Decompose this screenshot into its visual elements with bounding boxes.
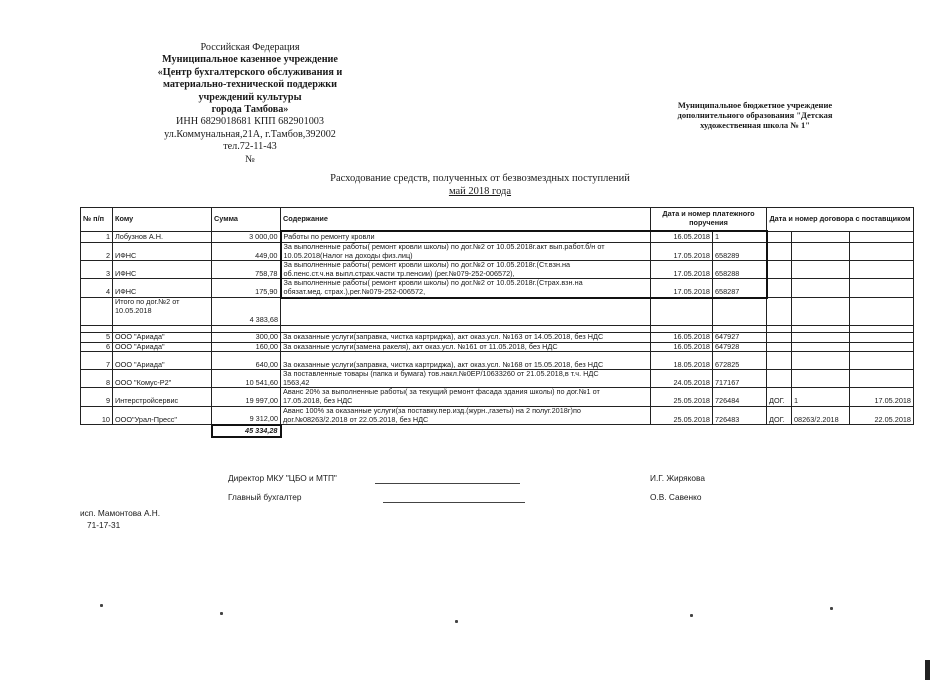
content-line-b: 10.05.2018(Налог на доходы физ.лиц) [283,250,413,260]
col-header-to: Кому [113,208,212,232]
col-header-content: Содержание [281,208,651,232]
cell-pay-date: 16.05.2018 [651,333,713,343]
table-row [81,370,914,388]
cell-pay-date: 17.05.2018 [651,243,713,261]
cell-contract-date [850,261,914,279]
cell-content [281,370,651,388]
cell-contract-date [850,333,914,343]
cell-contract-no [792,279,850,298]
cell-contract-type [767,342,792,352]
cell-sum: 449,00 [212,243,281,261]
table-row [81,279,914,298]
cell-num: 4 [81,279,113,298]
cell-pay-no: 658288 [713,261,767,279]
cell-content: За оказанные услуги(заправка, чистка картриджа), акт оказ.усл. №163 от 14.05.2018, без НДС [281,333,651,343]
cell-contract-date [850,279,914,298]
grand-total: 45 334,28 [212,425,281,437]
cell-content [281,243,651,261]
cell-pay-date: 16.05.2018 [651,231,713,243]
cell-contract-no [792,261,850,279]
cell-pay-date: 16.05.2018 [651,342,713,352]
cell-contract-type [767,333,792,343]
cell-contract-type [767,231,792,243]
cell-pay-date: 24.05.2018 [651,370,713,388]
cell-pay-no: 717167 [713,370,767,388]
table-header-row [81,208,914,232]
cell-to: ООО "Ариада" [113,352,212,370]
cell-sum: 9 312,00 [212,406,281,425]
cell-pay-date [651,298,713,326]
col-header-contract: Дата и номер договора с поставщиком [767,208,914,232]
cell-to: ООО "Ариада" [113,333,212,343]
cell-to: ИФНС [113,279,212,298]
cell-num: 7 [81,352,113,370]
title-period: май 2018 года [448,185,512,197]
director-title: Директор МКУ "ЦБО и МТП" [228,473,337,483]
cell-sum: 758,78 [212,261,281,279]
inn-kpp-line: ИНН 6829018681 КПП 682901003 [175,116,324,128]
cell-to: ИФНС [113,243,212,261]
sender-header [140,42,360,166]
scan-dot [220,612,223,615]
scan-edge-mark [925,660,930,680]
content-line-a: За выполненные работы( ремонт кровли школы) по дог.№2 от 10.05.2018г.(Страх.взн.на [283,278,583,288]
cell-contract-date: 22.05.2018 [850,406,914,425]
table-row [81,261,914,279]
director-name: И.Г. Жирякова [650,473,705,483]
content-line-b: 1563,42 [283,377,310,387]
cell-content: За оказанные услуги(замена ракеля), акт оказ.усл. №161 от 11.05.2018, без НДС [281,342,651,352]
cell-num [81,298,113,326]
address-line: ул.Коммунальная,21А, г.Тамбов,392002 [164,128,336,140]
cell-pay-no: 647928 [713,342,767,352]
expenses-table [80,207,914,438]
table-row [81,388,914,406]
content-line-a: Аванс 20% за выполненные работы( за текущий ремонт фасада здания школы) по дог.№1 от [283,387,600,397]
org-name-line-3: учреждений культуры [198,91,302,103]
content-line-b: об.пенс.ст.ч.на выпл.страх.части тр.пенсии) (рег.№079-252-006572), [283,268,515,278]
country-line: Российская Федерация [200,42,300,53]
table-row [81,406,914,425]
cell-num: 6 [81,342,113,352]
recipient-line-2: дополнительного образования "Детская [677,110,833,121]
col-header-sum: Сумма [212,208,281,232]
cell-num: 1 [81,231,113,243]
cell-contract-no [792,333,850,343]
cell-contract-type: ДОГ. [767,406,792,425]
cell-contract-type [767,370,792,388]
cell-num: 2 [81,243,113,261]
subtotal-label-b: 10.05.2018 [115,305,152,315]
scan-dot [100,604,103,607]
cell-sum: 19 997,00 [212,388,281,406]
cell-sum: 175,90 [212,279,281,298]
content-line-a: Аванс 100% за оказанные услуги(за поставку.пер.изд.(журн.,газеты) на 2 полуг.2018г)по [283,406,581,415]
content-line-a: Работы по ремонту кровли [283,232,375,242]
table-row [81,333,914,343]
cell-pay-date: 25.05.2018 [651,388,713,406]
cell-to: ООО"Урал-Пресс" [113,406,212,425]
cell-pay-date: 25.05.2018 [651,406,713,425]
accountant-signature-line [383,502,525,503]
org-type-line: Муниципальное казенное учреждение [162,54,338,66]
cell-contract-type: ДОГ. [767,388,792,406]
number-line: № [245,153,255,165]
cell-contract-date [850,370,914,388]
org-name-line-2: материально-технической поддержки [162,79,337,91]
cell-contract-date: 17.05.2018 [850,388,914,406]
cell-contract-date [850,243,914,261]
cell-sum: 160,00 [212,342,281,352]
content-line-a: За выполненные работы( ремонт кровли школы) по дог.№2 от 10.05.2018г.(Ст.взн.на [283,260,571,270]
executor-phone: 71-17-31 [87,520,121,530]
phone-line: тел.72-11-43 [223,141,277,153]
table-row [81,352,914,370]
cell-content [281,261,651,279]
cell-content [281,231,651,243]
cell-pay-no: 1 [713,231,767,243]
table-row [81,342,914,352]
cell-to: Интерстройсервис [113,388,212,406]
cell-pay-date: 17.05.2018 [651,261,713,279]
content-line-b: дог.№08263/2.2018 от 22.05.2018, без НДС [283,414,429,424]
content-line-a: За выполненные работы( ремонт кровли школы) по дог.№2 от 10.05.2018г.акт вып.работ.б/н от [283,242,605,251]
cell-sum: 3 000,00 [212,231,281,243]
total-row [81,425,914,437]
cell-pay-no: 726484 [713,388,767,406]
table-row [81,231,914,243]
cell-num: 5 [81,333,113,343]
cell-contract-no: 1 [792,388,850,406]
content-line-b: обязат.мед. страх.),рег.№079-252-006572, [283,286,426,296]
cell-contract-type [767,243,792,261]
cell-sum: 640,00 [212,352,281,370]
subtotal-sum: 4 383,68 [212,298,281,326]
cell-to: Лобузнов А.Н. [113,231,212,243]
cell-contract-date [850,298,914,326]
subtotal-label [113,298,212,326]
scan-dot [455,620,458,623]
cell-content [281,388,651,406]
table-row [81,243,914,261]
title-text: Расходование средств, полученных от безвозмездных поступлений [330,173,630,184]
cell-contract-no [792,243,850,261]
cell-pay-no: 672825 [713,352,767,370]
accountant-title: Главный бухгалтер [228,492,302,502]
cell-pay-no: 647927 [713,333,767,343]
cell-num: 9 [81,388,113,406]
cell-num: 3 [81,261,113,279]
cell-contract-no [792,342,850,352]
spacer-row [81,326,914,333]
cell-contract-no [792,298,850,326]
cell-contract-type [767,352,792,370]
director-signature-line [375,483,520,484]
cell-pay-date: 17.05.2018 [651,279,713,298]
org-name-line-4: города Тамбова» [211,104,289,116]
cell-contract-no [792,370,850,388]
col-header-num: № п/п [81,208,113,232]
subtotal-label-a: Итого по дог.№2 от [115,297,180,307]
cell-content [281,298,651,326]
scan-dot [830,607,833,610]
subtotal-row [81,298,914,326]
cell-contract-date [850,231,914,243]
cell-to: ИФНС [113,261,212,279]
recipient-header [650,100,860,131]
cell-contract-date [850,342,914,352]
cell-pay-no: 658287 [713,279,767,298]
cell-content [281,279,651,298]
cell-pay-no: 658289 [713,243,767,261]
scan-dot [690,614,693,617]
cell-num: 10 [81,406,113,425]
cell-sum: 10 541,60 [212,370,281,388]
cell-contract-no [792,231,850,243]
cell-to: ООО "Комус-Р2" [113,370,212,388]
recipient-line-3: художественная школа № 1" [700,120,810,131]
content-line-b: 17.05.2018, без НДС [283,396,353,406]
col-header-payment: Дата и номер платежного поручения [651,208,767,232]
cell-contract-date [850,352,914,370]
cell-contract-no: 08263/2.2018 [792,406,850,425]
org-name-line-1: «Центр бухгалтерского обслуживания и [157,66,343,78]
recipient-line-1: Муниципальное бюджетное учреждение [677,100,833,110]
cell-contract-type [767,279,792,298]
cell-contract-no [792,352,850,370]
cell-to: ООО "Ариада" [113,342,212,352]
content-line-a: За поставленные товары (папка и бумага) тов.накл.№0ЕР/10633260 от 21.05.2018,в т.ч. НДС [283,369,599,379]
cell-pay-no: 726483 [713,406,767,425]
cell-contract-type [767,298,792,326]
accountant-name: О.В. Савенко [650,492,702,502]
cell-content [281,406,651,425]
executor-line: исп. Мамонтова А.Н. [80,508,161,518]
cell-pay-no [713,298,767,326]
cell-pay-date: 18.05.2018 [651,352,713,370]
cell-contract-type [767,261,792,279]
document-title [260,173,700,198]
cell-content: За оказанные услуги(заправка, чистка картриджа), акт оказ.усл. №168 от 15.05.2018, без НДС [281,352,651,370]
cell-num: 8 [81,370,113,388]
cell-sum: 300,00 [212,333,281,343]
